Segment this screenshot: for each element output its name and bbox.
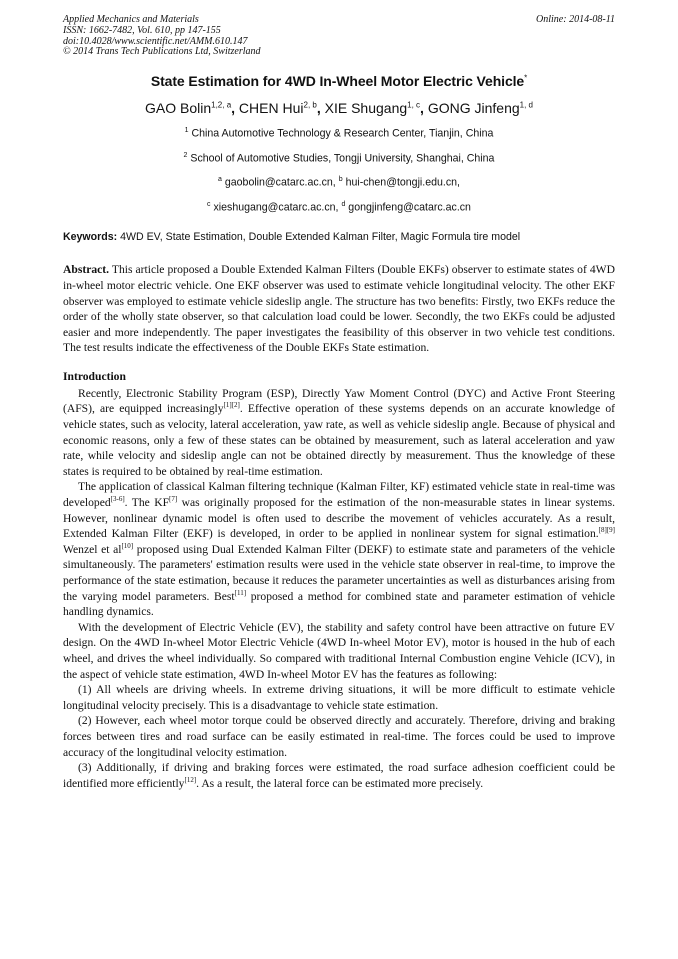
affiliation-line: [63, 120, 615, 145]
citation-link[interactable]: [1][2]: [223, 401, 240, 410]
email-link[interactable]: gongjinfeng@catarc.ac.cn: [348, 201, 471, 214]
author-affil-mark: 1, c: [407, 100, 421, 110]
citation-link[interactable]: [12]: [184, 775, 197, 784]
email-line: [63, 194, 615, 219]
email-mark: c: [207, 200, 211, 208]
paragraph-text: Wenzel et al: [63, 542, 122, 556]
intro-paragraph-2: [63, 479, 615, 619]
intro-list-item-2: (2) However, each wheel motor torque could be observed directly and accurately. Therefore, driving and braking forces between tires and road surface can be easily estimated in real-time. The forces could be used to improve accuracy of the longitudinal velocity estimation.: [63, 714, 615, 759]
affiliation-mark: 2: [183, 151, 188, 159]
paragraph-text: Recently, Electronic Stability Program (ESP), Directly Yaw Moment Control (DYC) and Active Front Steering (AFS), are equipped increasingly: [63, 386, 615, 416]
author-name: XIE Shugang: [324, 100, 408, 117]
paragraph-text: . The KF: [124, 496, 170, 510]
author-name: GAO Bolin: [144, 100, 212, 117]
citation-link[interactable]: [10]: [121, 541, 134, 550]
author-name: CHEN Hui: [238, 100, 304, 117]
journal-name: Applied Mechanics and Materials: [63, 14, 199, 25]
author-affil-mark: 2, b: [303, 100, 317, 110]
paragraph-text: . Effective operation of these systems depends on an accurate knowledge of vehicle states, such as velocity, lateral acceleration, yaw rate, as well as vehicle sideslip angle. Because of physical and economic reasons, only a few of these states can be obtained by measurement, such as lateral acceleration and yaw rate, while velocity and sideslip angle can not be obtained directly by measurement. Thus the knowledge of these states is required to be obtained by real-time estimation.: [63, 402, 615, 478]
affiliation-text: China Automotive Technology & Research Center, Tianjin, China: [191, 127, 494, 140]
citation-link[interactable]: [11]: [234, 588, 247, 597]
email-line: [63, 169, 615, 194]
keywords-line: [63, 231, 615, 243]
email-mark: a: [218, 176, 222, 184]
intro-paragraph-1: [63, 386, 615, 480]
keywords-label: Keywords:: [63, 231, 118, 244]
email-mark: b: [338, 176, 343, 184]
affiliation-line: [63, 145, 615, 170]
journal-doi: doi:10.4028/www.scientific.net/AMM.610.147: [63, 35, 248, 47]
email-link[interactable]: gaobolin@catarc.ac.cn,: [224, 176, 336, 189]
citation-link[interactable]: [7]: [169, 495, 178, 504]
abstract-paragraph: [63, 262, 615, 356]
paper-title: [63, 73, 615, 89]
journal-copyright: © 2014 Trans Tech Publications Ltd, Switzerland: [63, 46, 261, 58]
section-heading-introduction: Introduction: [63, 369, 126, 383]
intro-list-item-3: [63, 760, 615, 791]
citation-link[interactable]: [3-6]: [110, 495, 125, 504]
email-link[interactable]: hui-chen@tongji.edu.cn,: [345, 176, 460, 189]
abstract-label: Abstract.: [63, 263, 110, 277]
journal-header: [63, 15, 615, 58]
paragraph-text: The application of classical Kalman filtering technique (Kalman Filter, KF) estimated vehicle state in real-time was developed: [63, 480, 615, 510]
intro-list-item-1: (1) All wheels are driving wheels. In extreme driving situations, it will be more difficult to estimate vehicle longitudinal velocity precisely. This is a disadvantage to vehicle state estimation.: [63, 683, 615, 712]
author-separator: ,: [231, 100, 239, 117]
email-link[interactable]: xieshugang@catarc.ac.cn,: [213, 201, 339, 214]
author-name: GONG Jinfeng: [427, 100, 520, 117]
paragraph-text: was originally proposed for the estimation of the non-measurable states in linear systems. However, nonlinear dynamic model is often used to describe the movement of vehicles accurately. As a result, Extended Kalman Filter (EKF) is developed, in order to be applied in nonlinear system for signal estimation.: [63, 496, 615, 541]
author-affil-mark: 1,2, a: [211, 100, 232, 110]
affiliation-text: School of Automotive Studies, Tongji University, Shanghai, China: [190, 152, 495, 165]
paragraph-text: . As a result, the lateral force can be estimated more precisely.: [196, 776, 484, 790]
title-footnote-mark: *: [524, 73, 528, 83]
author-affil-mark: 1, d: [519, 100, 533, 110]
paragraph-text: proposed a method for combined state and parameter estimation of vehicle handling dynamics.: [63, 589, 615, 619]
paragraph-text: proposed using Dual Extended Kalman Filter (DEKF) to estimate state and parameters of the vehicle simultaneously. The parameters' estimation results were used in the vehicle state observer in real-time, to improve the performance of the state estimation, because it reduces the parameter uncertainties as well as disturbances arising from the varying model parameters. Best: [63, 542, 615, 603]
paragraph-text: (3) Additionally, if driving and braking forces were estimated, the road surface adhesion coefficient could be identified more efficiently: [63, 761, 615, 790]
intro-paragraph-3: With the development of Electric Vehicle (EV), the stability and safety control have been attractive on future EV design. On the 4WD In-wheel Motor Electric Vehicle (4WD In-wheel Motor EV), motor is housed in the hub of each wheel, and drives the wheel individually. So compared with traditional Internal Combustion engine Vehicle (ICV), in the aspect of vehicle state estimation, 4WD In-wheel Motor EV has the features as following:: [63, 620, 615, 681]
journal-issn: ISSN: 1662-7482, Vol. 610, pp 147-155: [63, 24, 221, 36]
keywords-text: 4WD EV, State Estimation, Double Extended Kalman Filter, Magic Formula tire model: [120, 231, 521, 244]
author-separator: ,: [316, 100, 325, 117]
affiliation-block: [63, 120, 615, 218]
abstract-text: This article proposed a Double Extended Kalman Filters (Double EKFs) observer to estimate states of 4WD in-wheel motor electric vehicle. One EKF observer was used to estimate vehicle longitudinal velocity. The other EKF observer was employed to estimate vehicle sideslip angle. The structure has two benefits: Firstly, two EKFs reduce the order of the wholly state observer, so that calculation load could be lower. Secondly, the two EKFs could be adjusted easier and more independently. The paper investigates the feasibility of this observer in two vehicle test conditions. The test results indicate the effectiveness of the Double EKFs State estimation.: [63, 263, 615, 355]
email-mark: d: [341, 200, 346, 208]
author-list: [63, 100, 615, 116]
citation-link[interactable]: [8][9]: [598, 526, 615, 535]
paper-title-text: State Estimation for 4WD In-Wheel Motor Electric Vehicle: [150, 73, 525, 90]
online-date: Online: 2014-08-11: [536, 14, 615, 25]
affiliation-mark: 1: [184, 127, 189, 135]
author-separator: ,: [420, 100, 428, 117]
